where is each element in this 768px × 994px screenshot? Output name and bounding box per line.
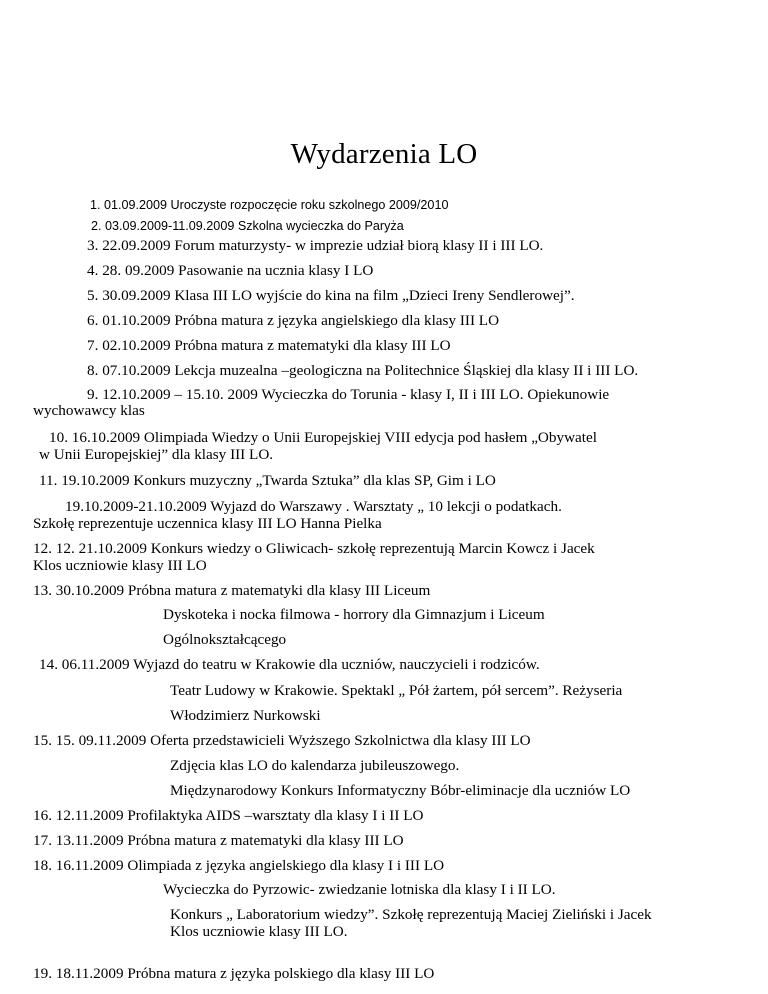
event-line: w Unii Europejskiej” dla klasy III LO. xyxy=(39,446,274,463)
event-line: 2. 03.09.2009-11.09.2009 Szkolna wycieczka do Paryża xyxy=(91,219,404,233)
event-line: 5. 30.09.2009 Klasa III LO wyjście do kina na film „Dzieci Ireny Sendlerowej”. xyxy=(87,287,575,304)
event-line: 13. 30.10.2009 Próbna matura z matematyki dla klasy III Liceum xyxy=(33,582,431,599)
event-line: 17. 13.11.2009 Próbna matura z matematyki dla klasy III LO xyxy=(33,832,404,849)
event-line: Międzynarodowy Konkurs Informatyczny Bóbr-eliminacje dla uczniów LO xyxy=(170,782,631,799)
event-line: 6. 01.10.2009 Próbna matura z języka angielskiego dla klasy III LO xyxy=(87,312,500,329)
document-title: Wydarzenia LO xyxy=(290,138,478,170)
event-line: 15. 15. 09.11.2009 Oferta przedstawicieli Wyższego Szkolnictwa dla klasy III LO xyxy=(33,732,531,749)
event-line: 4. 28. 09.2009 Pasowanie na ucznia klasy I LO xyxy=(87,262,374,279)
event-line: Szkołę reprezentuje uczennica klasy III LO Hanna Pielka xyxy=(33,515,382,532)
event-line: Włodzimierz Nurkowski xyxy=(170,707,321,724)
event-line: 10. 16.10.2009 Olimpiada Wiedzy o Unii Europejskiej VIII edycja pod hasłem „Obywatel xyxy=(49,429,597,446)
event-line: 12. 12. 21.10.2009 Konkurs wiedzy o Gliwicach- szkołę reprezentują Marcin Kowcz i Jacek xyxy=(33,540,595,557)
event-line: Dyskoteka i nocka filmowa - horrory dla Gimnazjum i Liceum xyxy=(163,606,545,623)
event-line: Konkurs „ Laboratorium wiedzy”. Szkołę reprezentują Maciej Zieliński i Jacek xyxy=(170,906,652,923)
event-line: Wycieczka do Pyrzowic- zwiedzanie lotniska dla klasy I i II LO. xyxy=(163,881,556,898)
event-line: 9. 12.10.2009 – 15.10. 2009 Wycieczka do Torunia - klasy I, II i III LO. Opiekunowie xyxy=(87,386,610,403)
event-line: Klos uczniowie klasy III LO. xyxy=(170,923,348,940)
event-line: Ogólnokształcącego xyxy=(163,631,287,648)
event-line: Klos uczniowie klasy III LO xyxy=(33,557,207,574)
event-line: 11. 19.10.2009 Konkurs muzyczny „Twarda Sztuka” dla klas SP, Gim i LO xyxy=(39,472,496,489)
event-line: 19. 18.11.2009 Próbna matura z języka polskiego dla klasy III LO xyxy=(33,965,435,982)
event-line: Teatr Ludowy w Krakowie. Spektakl „ Pół żartem, pół sercem”. Reżyseria xyxy=(170,682,623,699)
event-line: 1. 01.09.2009 Uroczyste rozpoczęcie roku szkolnego 2009/2010 xyxy=(90,198,449,212)
event-line: 3. 22.09.2009 Forum maturzysty- w imprezie udział biorą klasy II i III LO. xyxy=(87,237,544,254)
event-line: 18. 16.11.2009 Olimpiada z języka angielskiego dla klasy I i III LO xyxy=(33,857,445,874)
event-line: 19.10.2009-21.10.2009 Wyjazd do Warszawy . Warsztaty „ 10 lekcji o podatkach. xyxy=(65,498,562,515)
event-line: 7. 02.10.2009 Próbna matura z matematyki dla klasy III LO xyxy=(87,337,451,354)
event-line: 16. 12.11.2009 Profilaktyka AIDS –warsztaty dla klasy I i II LO xyxy=(33,807,424,824)
event-line: 8. 07.10.2009 Lekcja muzealna –geologiczna na Politechnice Śląskiej dla klasy II i III LO. xyxy=(87,362,639,379)
event-line: Zdjęcia klas LO do kalendarza jubileuszowego. xyxy=(170,757,460,774)
event-line: 14. 06.11.2009 Wyjazd do teatru w Krakowie dla uczniów, nauczycieli i rodziców. xyxy=(39,656,540,673)
event-line: wychowawcy klas xyxy=(33,402,145,419)
